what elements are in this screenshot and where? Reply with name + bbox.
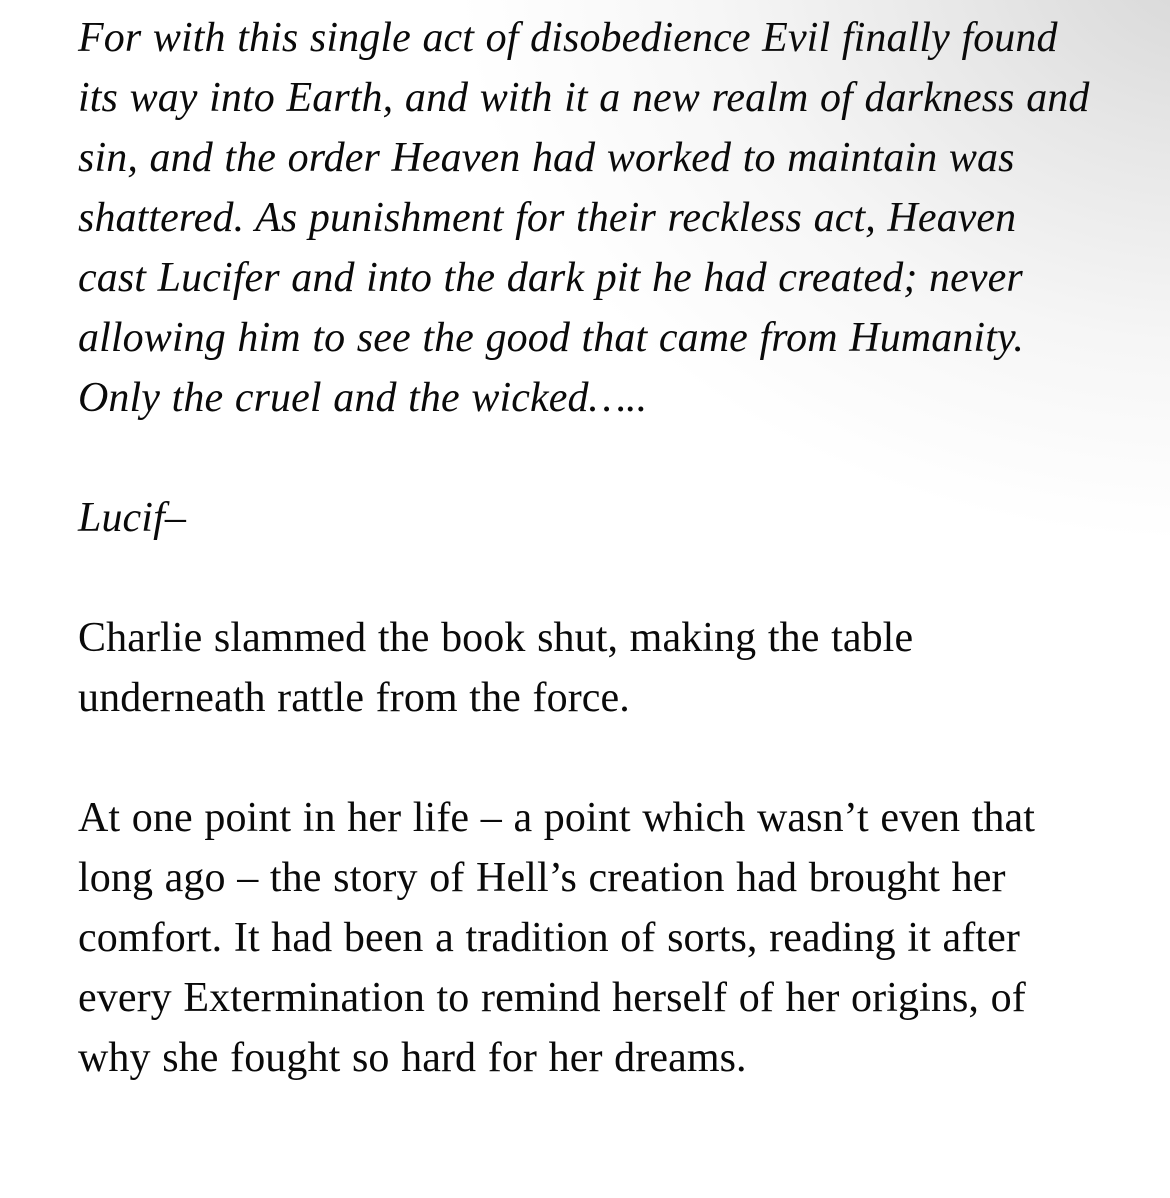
story-text-block bbox=[78, 8, 1090, 1088]
story-paragraph-narration-1: Charlie slammed the book shut, making the table underneath rattle from the force. bbox=[78, 615, 914, 721]
story-paragraph-narration-2: At one point in her life – a point which wasn’t even that long ago – the story of Hell’s creation had brought her comfort. It had been a tradition of sorts, reading it after every Extermination to remind herself of her origins, of why she fought so hard for her dreams. bbox=[78, 795, 1036, 1081]
story-paragraph-excerpt: For with this single act of disobedience Evil finally found its way into Earth, and with it a new realm of darkness and sin, and the order Heaven had worked to maintain was shattered. As punishment for their reckless act, Heaven cast Lucifer and into the dark pit he had created; never allowing him to see the good that came from Humanity. Only the cruel and the wicked….. bbox=[78, 15, 1090, 421]
story-paragraph-interrupted-word: Lucif– bbox=[78, 495, 186, 541]
